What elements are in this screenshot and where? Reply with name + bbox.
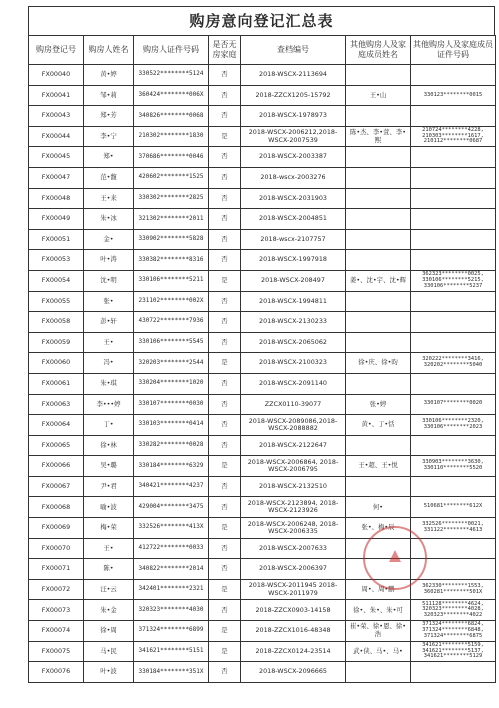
cell-no-house: 否	[209, 476, 241, 497]
cell-no-house: 否	[209, 65, 241, 86]
cell-check-no: 2018-WSCX-2089086,2018-WSCX-2088882	[241, 415, 346, 436]
header-buyer-cert: 购房人证件号码	[134, 36, 209, 65]
cell-no-house: 否	[209, 106, 241, 127]
cell-reg-no: FX00070	[29, 538, 84, 559]
cell-buyer-name: 邹•莉	[84, 85, 134, 106]
cell-other-names: 徐•、朱•、朱•可	[346, 600, 411, 621]
cell-check-no: 2018-WSCX-2006248, 2018-WSCX-2006335	[241, 518, 346, 539]
cell-buyer-name: 陈•	[84, 559, 134, 580]
cell-buyer-name: 李•宁	[84, 126, 134, 147]
cell-reg-no: FX00074	[29, 621, 84, 642]
cell-buyer-name: 李•••婷	[84, 394, 134, 415]
cell-no-house: 是	[209, 641, 241, 662]
table-row	[29, 600, 496, 621]
cell-reg-no: FX00066	[29, 456, 84, 477]
cell-other-names	[346, 312, 411, 333]
cell-reg-no: FX00065	[29, 435, 84, 456]
cell-buyer-cert: 340421********4237	[134, 476, 209, 497]
cell-check-no: 2018-ZZCX1205-15792	[241, 85, 346, 106]
cell-other-names: 徐•庆、徐•昀	[346, 353, 411, 374]
cell-buyer-name: 朱•冰	[84, 209, 134, 230]
cell-other-names	[346, 188, 411, 209]
cell-other-certs: 320222********3416, 320202********5040	[411, 353, 496, 374]
cell-no-house: 否	[209, 291, 241, 312]
table-row	[29, 415, 496, 436]
cell-check-no: 2018-WSCX-2122647	[241, 435, 346, 456]
cell-buyer-cert: 320323********4030	[134, 600, 209, 621]
cell-reg-no: FX00067	[29, 476, 84, 497]
table-row	[29, 435, 496, 456]
cell-other-names	[346, 229, 411, 250]
cell-other-names	[346, 435, 411, 456]
cell-buyer-cert: 340822********2014	[134, 559, 209, 580]
table-row	[29, 394, 496, 415]
cell-buyer-cert: 210302********1830	[134, 126, 209, 147]
cell-no-house: 否	[209, 147, 241, 168]
cell-other-names	[346, 167, 411, 188]
cell-other-names: 王•山	[346, 85, 411, 106]
cell-other-certs	[411, 167, 496, 188]
cell-buyer-cert: 330282********0028	[134, 435, 209, 456]
cell-reg-no: FX00076	[29, 662, 84, 683]
cell-buyer-cert: 330382********8316	[134, 250, 209, 271]
cell-other-certs	[411, 373, 496, 394]
cell-other-names	[346, 250, 411, 271]
header-reg-no: 购房登记号	[29, 36, 84, 65]
cell-other-certs	[411, 559, 496, 580]
cell-check-no: 2018-WSCX-1994811	[241, 291, 346, 312]
cell-buyer-name: 徐•林	[84, 435, 134, 456]
cell-buyer-name: 冯•	[84, 353, 134, 374]
cell-buyer-name: 汪•云	[84, 579, 134, 600]
table-row	[29, 188, 496, 209]
cell-check-no: 2018-WSCX-1978973	[241, 106, 346, 127]
cell-check-no: 2018-WSCX-2006212,2018-WSCX-2007539	[241, 126, 346, 147]
cell-buyer-cert: 330522********5124	[134, 65, 209, 86]
cell-other-names	[346, 476, 411, 497]
cell-reg-no: FX00053	[29, 250, 84, 271]
cell-check-no: 2018-WSCX-208497	[241, 270, 346, 291]
cell-buyer-name: 梅•荣	[84, 518, 134, 539]
table-row	[29, 65, 496, 86]
table-row	[29, 497, 496, 518]
cell-reg-no: FX00058	[29, 312, 84, 333]
cell-other-certs	[411, 250, 496, 271]
registration-sheet	[28, 6, 495, 683]
cell-other-certs: 362323********0025, 330106********5215, 330106********5237	[411, 270, 496, 291]
cell-check-no: 2018-WSCX-2006397	[241, 559, 346, 580]
cell-other-names	[346, 147, 411, 168]
cell-check-no: 2018-WSCX-2006864, 2018-WSCX-2006795	[241, 456, 346, 477]
cell-reg-no: FX00068	[29, 497, 84, 518]
cell-other-names	[346, 373, 411, 394]
cell-no-house: 否	[209, 600, 241, 621]
cell-check-no: 2018-WSCX-2130233	[241, 312, 346, 333]
cell-buyer-cert: 340826********0068	[134, 106, 209, 127]
cell-other-certs	[411, 435, 496, 456]
cell-no-house: 否	[209, 85, 241, 106]
cell-other-names	[346, 538, 411, 559]
table-row	[29, 209, 496, 230]
cell-buyer-name: 叶•波	[84, 662, 134, 683]
table-row	[29, 579, 496, 600]
cell-check-no: 2018-WSCX-2065062	[241, 332, 346, 353]
table-row	[29, 312, 496, 333]
cell-no-house: 否	[209, 373, 241, 394]
cell-no-house: 否	[209, 559, 241, 580]
cell-reg-no: FX00051	[29, 229, 84, 250]
table-row	[29, 332, 496, 353]
table-row	[29, 250, 496, 271]
cell-other-certs: 330903********3630, 330110********5520	[411, 456, 496, 477]
cell-buyer-cert: 231102********002X	[134, 291, 209, 312]
cell-reg-no: FX00075	[29, 641, 84, 662]
cell-buyer-name: 朱•金	[84, 600, 134, 621]
cell-buyer-name: 金•	[84, 229, 134, 250]
cell-check-no: 2018-ZZCX0124-23514	[241, 641, 346, 662]
cell-other-names	[346, 332, 411, 353]
cell-check-no: 2018-WSCX-2132510	[241, 476, 346, 497]
cell-no-house: 否	[209, 435, 241, 456]
cell-other-names	[346, 559, 411, 580]
cell-check-no: 2018-ZZCX0903-14158	[241, 600, 346, 621]
table-row	[29, 147, 496, 168]
cell-check-no: 2018-WSCX-2003387	[241, 147, 346, 168]
cell-buyer-name: 吴•璐	[84, 456, 134, 477]
cell-other-certs	[411, 662, 496, 683]
cell-other-certs	[411, 538, 496, 559]
cell-other-certs: 210724********4228, 210303********1617, 210112********0687	[411, 126, 496, 147]
cell-check-no: 2018-WSCX-2100323	[241, 353, 346, 374]
cell-reg-no: FX00040	[29, 65, 84, 86]
cell-check-no: 2018-WSCX-2031903	[241, 188, 346, 209]
cell-reg-no: FX00044	[29, 126, 84, 147]
cell-other-names: 黄•、丁•恬	[346, 415, 411, 436]
page-title: 购房意向登记汇总表	[28, 6, 495, 35]
cell-check-no: 2018-wscx-2003276	[241, 167, 346, 188]
cell-buyer-name: 尹•君	[84, 476, 134, 497]
cell-buyer-cert: 371324********6899	[134, 621, 209, 642]
cell-no-house: 否	[209, 538, 241, 559]
cell-no-house: 是	[209, 579, 241, 600]
cell-other-certs	[411, 188, 496, 209]
cell-check-no: 2018-wscx-2107757	[241, 229, 346, 250]
cell-check-no: 2018-WSCX-2004851	[241, 209, 346, 230]
cell-no-house: 是	[209, 621, 241, 642]
cell-buyer-cert: 330106********5211	[134, 270, 209, 291]
cell-check-no: 2018-WSCX-2123894, 2018-WSCX-2123926	[241, 497, 346, 518]
cell-other-certs	[411, 291, 496, 312]
cell-reg-no: FX00041	[29, 85, 84, 106]
registration-table	[28, 35, 496, 683]
cell-other-names	[346, 65, 411, 86]
cell-check-no: 2018-WSCX-2011945 2018-WSCX-2011979	[241, 579, 346, 600]
header-other-names: 其他购房人及家庭成员姓名	[346, 36, 411, 65]
cell-buyer-name: 丁•	[84, 415, 134, 436]
cell-other-certs: 510681********612X	[411, 497, 496, 518]
cell-buyer-name: 张•	[84, 291, 134, 312]
cell-other-certs	[411, 476, 496, 497]
cell-reg-no: FX00043	[29, 106, 84, 127]
table-row	[29, 476, 496, 497]
header-no-house: 是否无房家庭	[209, 36, 241, 65]
cell-other-certs: 341621********5159, 341621********5137, 341621********5129	[411, 641, 496, 662]
cell-no-house: 否	[209, 662, 241, 683]
header-check-no: 查档编号	[241, 36, 346, 65]
cell-buyer-name: 叶•涛	[84, 250, 134, 271]
table-row	[29, 641, 496, 662]
cell-other-names: 陈•杰、李•萱、李•熙	[346, 126, 411, 147]
cell-check-no: ZZCX0110-39077	[241, 394, 346, 415]
cell-no-house: 否	[209, 312, 241, 333]
header-row	[29, 36, 496, 65]
cell-buyer-cert: 370686********0046	[134, 147, 209, 168]
cell-buyer-cert: 321302********2011	[134, 209, 209, 230]
cell-buyer-cert: 330302********2825	[134, 188, 209, 209]
cell-check-no: 2018-WSCX-2007633	[241, 538, 346, 559]
cell-buyer-cert: 412722********0033	[134, 538, 209, 559]
cell-other-names: 张•婷	[346, 394, 411, 415]
cell-no-house: 否	[209, 415, 241, 436]
cell-other-names: 周•、周•鹏	[346, 579, 411, 600]
cell-buyer-cert: 342401********2321	[134, 579, 209, 600]
cell-buyer-cert: 429004********3475	[134, 497, 209, 518]
cell-no-house: 是	[209, 126, 241, 147]
cell-buyer-name: 喻•波	[84, 497, 134, 518]
cell-buyer-name: 郑•	[84, 147, 134, 168]
cell-buyer-name: 范•馥	[84, 167, 134, 188]
cell-no-house: 否	[209, 188, 241, 209]
table-row	[29, 559, 496, 580]
cell-buyer-cert: 330184********351X	[134, 662, 209, 683]
table-row	[29, 373, 496, 394]
cell-other-names: 何•	[346, 497, 411, 518]
cell-buyer-cert: 330204********1020	[134, 373, 209, 394]
cell-reg-no: FX00072	[29, 579, 84, 600]
cell-buyer-cert: 330107********0030	[134, 394, 209, 415]
cell-buyer-cert: 332526********413X	[134, 518, 209, 539]
table-row	[29, 270, 496, 291]
cell-no-house: 否	[209, 394, 241, 415]
cell-buyer-name: 王•	[84, 332, 134, 353]
cell-buyer-cert: 420602********1525	[134, 167, 209, 188]
cell-other-certs	[411, 332, 496, 353]
table-row	[29, 662, 496, 683]
cell-check-no: 2018-WSCX-2113694	[241, 65, 346, 86]
cell-no-house: 否	[209, 229, 241, 250]
cell-other-names	[346, 209, 411, 230]
cell-no-house: 否	[209, 167, 241, 188]
cell-no-house: 否	[209, 250, 241, 271]
cell-reg-no: FX00055	[29, 291, 84, 312]
table-row	[29, 538, 496, 559]
cell-buyer-cert: 430722********7936	[134, 312, 209, 333]
cell-other-names: 崔•荣、徐•恩、徐•浩	[346, 621, 411, 642]
table-row	[29, 353, 496, 374]
cell-buyer-name: 郑•芳	[84, 106, 134, 127]
table-row	[29, 291, 496, 312]
header-buyer-name: 购房人姓名	[84, 36, 134, 65]
header-other-certs: 其他购房人及家庭成员证件号码	[411, 36, 496, 65]
cell-check-no: 2018-WSCX-1997918	[241, 250, 346, 271]
cell-other-certs	[411, 209, 496, 230]
cell-other-certs: 330123********0015	[411, 85, 496, 106]
cell-buyer-cert: 360424********006X	[134, 85, 209, 106]
cell-reg-no: FX00064	[29, 415, 84, 436]
cell-reg-no: FX00063	[29, 394, 84, 415]
cell-other-certs: 332526********0021, 331122********4613	[411, 518, 496, 539]
cell-other-names	[346, 106, 411, 127]
cell-other-certs: 330107********0020	[411, 394, 496, 415]
cell-other-certs	[411, 106, 496, 127]
cell-buyer-cert: 320203********2544	[134, 353, 209, 374]
cell-reg-no: FX00059	[29, 332, 84, 353]
cell-buyer-cert: 330902********5828	[134, 229, 209, 250]
cell-buyer-name: 黄•婷	[84, 65, 134, 86]
table-row	[29, 106, 496, 127]
cell-buyer-name: 沈•明	[84, 270, 134, 291]
cell-other-certs: 511128********4624, 320323********4028, 320323********4022	[411, 600, 496, 621]
cell-no-house: 是	[209, 270, 241, 291]
cell-other-certs	[411, 229, 496, 250]
table-row	[29, 126, 496, 147]
cell-buyer-name: 马•民	[84, 641, 134, 662]
cell-buyer-cert: 330184********6329	[134, 456, 209, 477]
cell-buyer-cert: 330103********0414	[134, 415, 209, 436]
cell-other-certs	[411, 312, 496, 333]
cell-buyer-cert: 341621********5151	[134, 641, 209, 662]
cell-reg-no: FX00047	[29, 167, 84, 188]
cell-no-house: 否	[209, 332, 241, 353]
cell-reg-no: FX00049	[29, 209, 84, 230]
cell-other-names	[346, 662, 411, 683]
cell-reg-no: FX00069	[29, 518, 84, 539]
cell-no-house: 否	[209, 497, 241, 518]
cell-buyer-name: 朱•琪	[84, 373, 134, 394]
cell-other-certs	[411, 65, 496, 86]
cell-buyer-name: 王•来	[84, 188, 134, 209]
cell-other-certs: 362330********1553, 360281********501X	[411, 579, 496, 600]
cell-other-names	[346, 291, 411, 312]
cell-buyer-name: 彭•轩	[84, 312, 134, 333]
table-row	[29, 167, 496, 188]
cell-buyer-cert: 330106********5545	[134, 332, 209, 353]
cell-no-house: 否	[209, 209, 241, 230]
cell-check-no: 2018-ZZCX1016-48348	[241, 621, 346, 642]
cell-reg-no: FX00054	[29, 270, 84, 291]
cell-reg-no: FX00071	[29, 559, 84, 580]
table-row	[29, 621, 496, 642]
cell-other-certs: 371324********6824, 371324********6848, 371324********6875	[411, 621, 496, 642]
table-body	[29, 65, 496, 683]
cell-reg-no: FX00073	[29, 600, 84, 621]
cell-no-house: 是	[209, 456, 241, 477]
table-row	[29, 229, 496, 250]
cell-buyer-name: 王•	[84, 538, 134, 559]
cell-other-names: 武•侠、马•、马•	[346, 641, 411, 662]
cell-other-names: 张•、梅•辰	[346, 518, 411, 539]
cell-reg-no: FX00048	[29, 188, 84, 209]
cell-reg-no: FX00045	[29, 147, 84, 168]
cell-reg-no: FX00061	[29, 373, 84, 394]
cell-other-certs	[411, 147, 496, 168]
cell-check-no: 2018-WSCX-2096665	[241, 662, 346, 683]
cell-other-names: 姜•、沈•宇、沈•辉	[346, 270, 411, 291]
cell-other-certs: 330106********2320, 330106********2023	[411, 415, 496, 436]
table-row	[29, 456, 496, 477]
cell-reg-no: FX00060	[29, 353, 84, 374]
cell-buyer-name: 徐•周	[84, 621, 134, 642]
table-row	[29, 518, 496, 539]
cell-no-house: 是	[209, 353, 241, 374]
table-row	[29, 85, 496, 106]
cell-other-names: 王•超、王•悦	[346, 456, 411, 477]
cell-check-no: 2018-WSCX-2091140	[241, 373, 346, 394]
cell-no-house: 是	[209, 518, 241, 539]
